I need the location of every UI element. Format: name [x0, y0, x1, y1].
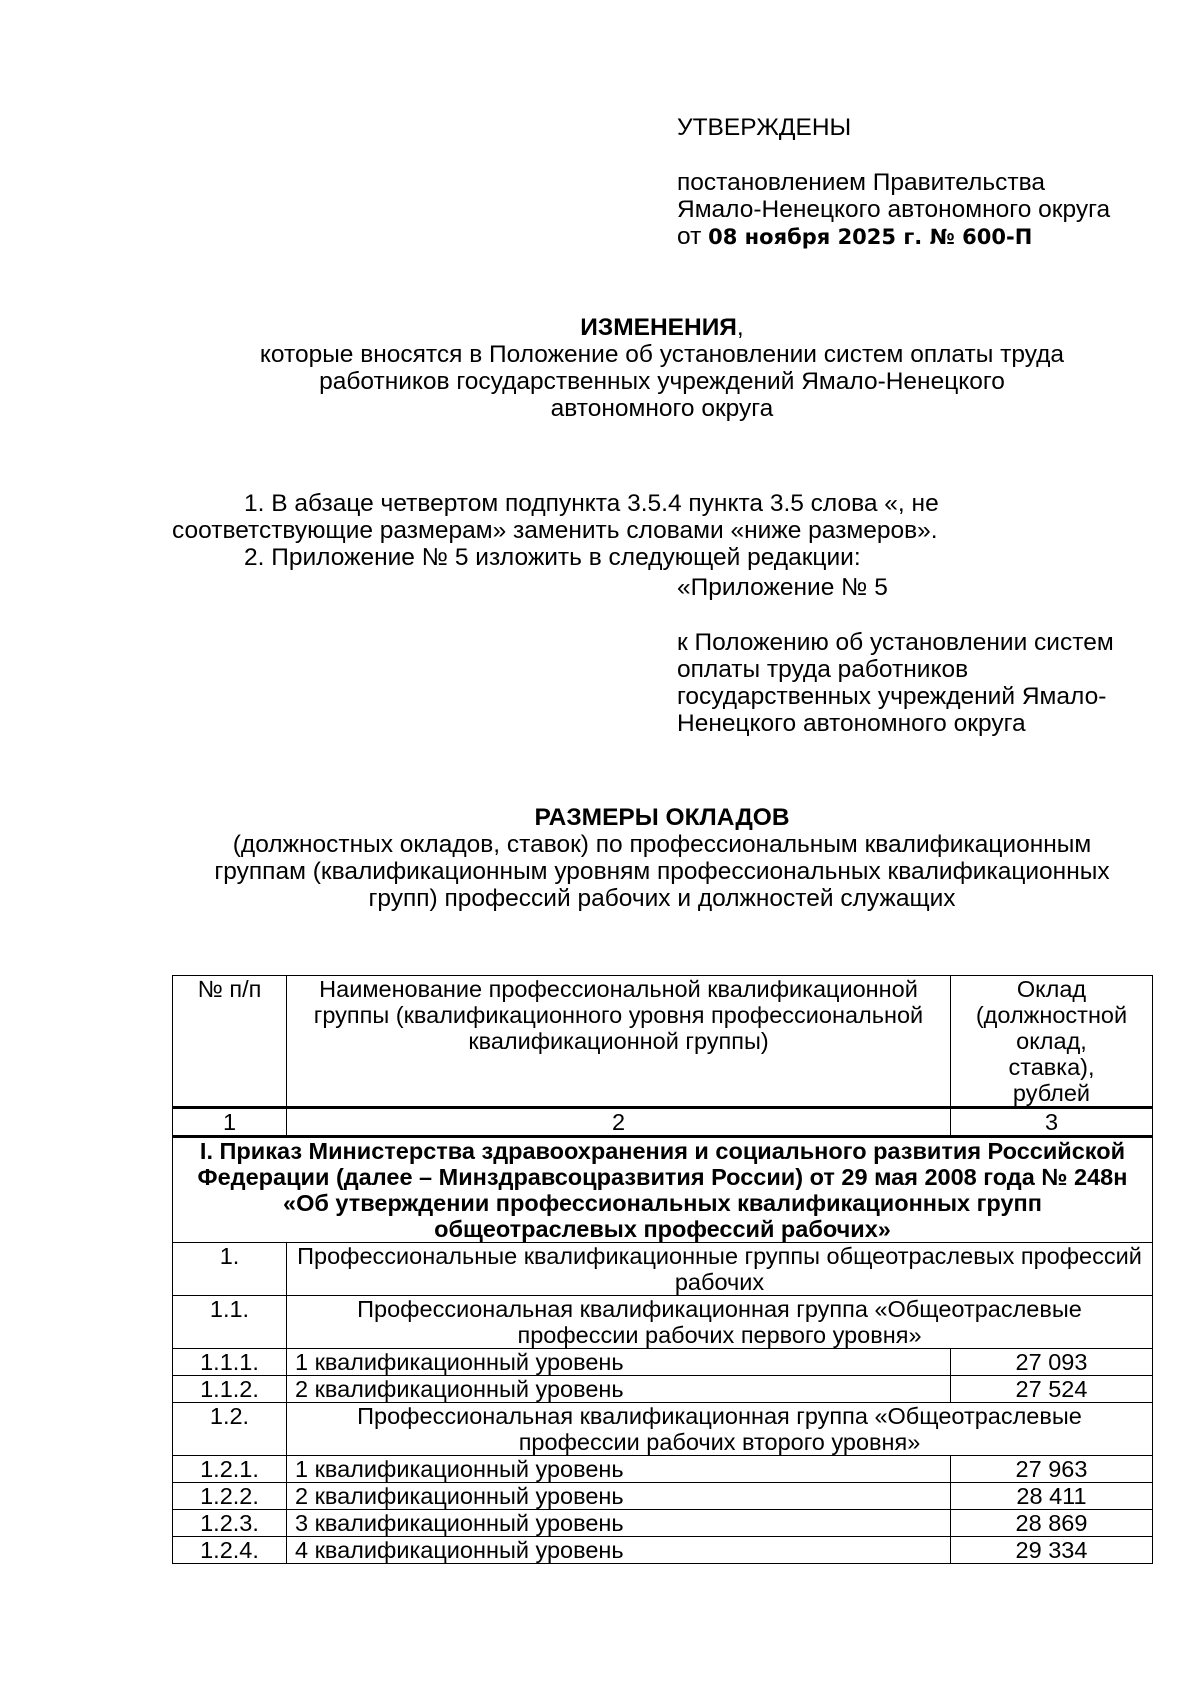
row-salary: 27 963 [951, 1456, 1153, 1483]
row-salary: 27 093 [951, 1349, 1153, 1376]
section-title: I. Приказ Министерства здравоохранения и социального развития Российской Федерации (далее – Минздравсоцразвития России) от 29 мая 2008 года № 248н «Об утверждении профессиональных квалификационных групп общеотраслевых профессий рабочих» [173, 1137, 1153, 1243]
row-num: 1.2.2. [173, 1483, 287, 1510]
row-num: 1.2.3. [173, 1510, 287, 1537]
approval-date-value: 08 ноября 2025 г. № 600-П [708, 225, 1033, 249]
changes-title: ИЗМЕНЕНИЯ [580, 314, 737, 341]
approval-block [677, 114, 1147, 251]
changes-subtitle-1: которые вносятся в Положение об установлении систем оплаты труда [259, 341, 1065, 368]
changes-subtitle-3: автономного округа [550, 395, 774, 422]
sizes-header [172, 804, 1152, 912]
sizes-subtitle-3: групп) профессий рабочих и должностей служащих [368, 885, 956, 912]
annex-block [677, 574, 1157, 737]
change-items [172, 490, 1152, 571]
row-salary: 28 869 [951, 1510, 1153, 1537]
header-salary-line-4: ставка), [1008, 1054, 1095, 1080]
approval-date-prefix: от [677, 223, 702, 250]
changes-title-suffix: , [736, 314, 744, 341]
table-row [173, 1296, 1153, 1349]
table-row [173, 1243, 1153, 1296]
table-row [173, 1376, 1153, 1403]
table-row [173, 1349, 1153, 1376]
approval-line-1: постановлением Правительства [677, 169, 1045, 196]
row-salary: 29 334 [951, 1537, 1153, 1564]
row-num: 1.1.1. [173, 1349, 287, 1376]
row-group-name: Профессиональная квалификационная группа «Общеотраслевые профессии рабочих второго уровня» [287, 1403, 1153, 1456]
table-row [173, 1456, 1153, 1483]
row-name: 3 квалификационный уровень [287, 1510, 951, 1537]
row-salary: 27 524 [951, 1376, 1153, 1403]
row-group-name: Профессиональная квалификационная группа «Общеотраслевые профессии рабочих первого уровня» [287, 1296, 1153, 1349]
item-1-text-1: 1. В абзаце четвертом подпункта 3.5.4 пункта 3.5 слова «, не [244, 490, 939, 517]
table-row [173, 1403, 1153, 1456]
table-row [173, 1537, 1153, 1564]
changes-title-line [172, 314, 1152, 341]
row-name: 4 квалификационный уровень [287, 1537, 951, 1564]
column-number-2: 2 [287, 1108, 951, 1137]
annex-line-4: Ненецкого автономного округа [677, 710, 1026, 737]
header-salary [951, 976, 1153, 1108]
table-row [173, 1483, 1153, 1510]
row-num: 1.2. [173, 1403, 287, 1456]
salary-table [172, 975, 1153, 1564]
row-name: 2 квалификационный уровень [287, 1483, 951, 1510]
item-2: 2. Приложение № 5 изложить в следующей редакции: [244, 544, 861, 571]
row-group-name: Профессиональные квалификационные группы общеотраслевых профессий рабочих [287, 1243, 1153, 1296]
sizes-title: РАЗМЕРЫ ОКЛАДОВ [534, 804, 790, 831]
row-name: 1 квалификационный уровень [287, 1349, 951, 1376]
row-num: 1.1. [173, 1296, 287, 1349]
row-salary: 28 411 [951, 1483, 1153, 1510]
row-num: 1.1.2. [173, 1376, 287, 1403]
header-salary-line-5: рублей [1012, 1080, 1091, 1106]
header-num: № п/п [173, 976, 287, 1108]
annex-line-2: оплаты труда работников [677, 656, 969, 683]
row-num: 1. [173, 1243, 287, 1296]
row-num: 1.2.4. [173, 1537, 287, 1564]
header-name: Наименование профессиональной квалификационной группы (квалификационного уровня профессиональной квалификационной группы) [287, 976, 951, 1108]
row-name: 1 квалификационный уровень [287, 1456, 951, 1483]
row-num: 1.2.1. [173, 1456, 287, 1483]
approval-heading: УТВЕРЖДЕНЫ [677, 114, 852, 141]
header-salary-line-1: Оклад [1016, 976, 1087, 1002]
item-1-line-1 [172, 490, 1152, 517]
section-row [173, 1137, 1153, 1243]
changes-subtitle-2: работников государственных учреждений Ямало-Ненецкого [319, 368, 1005, 395]
item-1-line-2: соответствующие размерам» заменить словами «ниже размеров». [172, 517, 938, 544]
sizes-subtitle-1: (должностных окладов, ставок) по профессиональным квалификационным [232, 831, 1092, 858]
table-header-row [173, 976, 1153, 1108]
header-salary-line-3: оклад, [1016, 1028, 1087, 1054]
column-number-3: 3 [951, 1108, 1153, 1137]
row-name: 2 квалификационный уровень [287, 1376, 951, 1403]
approval-line-2: Ямало-Ненецкого автономного округа [677, 196, 1111, 223]
header-salary-line-2: (должностной [975, 1002, 1128, 1028]
table-row [173, 1510, 1153, 1537]
annex-line-1: к Положению об установлении систем [677, 629, 1114, 656]
changes-header [172, 314, 1152, 422]
sizes-subtitle-2: группам (квалификационным уровням профессиональных квалификационных [214, 858, 1110, 885]
approval-date-line [677, 223, 1147, 251]
annex-heading: «Приложение № 5 [677, 574, 888, 601]
column-number-row [173, 1108, 1153, 1137]
column-number-1: 1 [173, 1108, 287, 1137]
annex-line-3: государственных учреждений Ямало- [677, 683, 1107, 710]
